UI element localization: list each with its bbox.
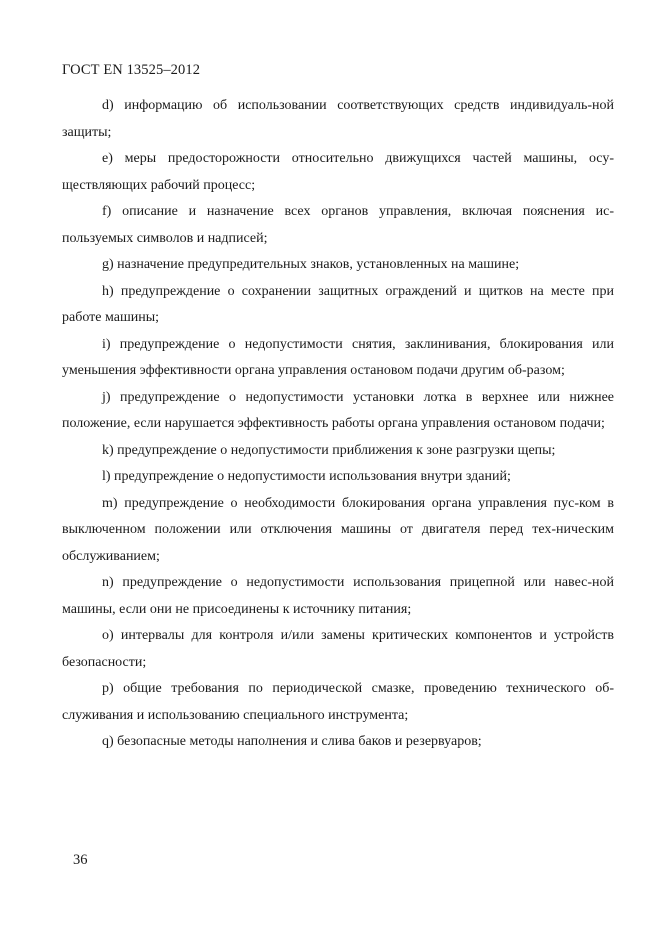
- standard-header: ГОСТ EN 13525–2012: [62, 62, 201, 78]
- list-item-p: p) общие требования по периодической смазке, проведению технического об-служивания и использованию специального инструмента;: [62, 681, 614, 723]
- list-item-f: f) описание и назначение всех органов управления, включая пояснения ис-пользуемых символов и надписей;: [62, 204, 614, 246]
- list-item-e: e) меры предосторожности относительно движущихся частей машины, осу-ществляющих рабочий процесс;: [62, 151, 614, 193]
- list-item-j: j) предупреждение о недопустимости установки лотка в верхнее или нижнее положение, если нарушается эффективность работы органа управления остановом подачи;: [62, 389, 614, 431]
- list-item-h: h) предупреждение о сохранении защитных ограждений и щитков на месте при работе машины;: [62, 283, 614, 325]
- list-item-n: n) предупреждение о недопустимости использования прицепной или навес-ной машины, если они не присоединены к источнику питания;: [62, 575, 614, 617]
- list-item-k: k) предупреждение о недопустимости приближения к зоне разгрузки щепы;: [102, 442, 556, 458]
- page-number: 36: [73, 852, 88, 868]
- list-item-l: l) предупреждение о недопустимости использования внутри зданий;: [102, 469, 511, 484]
- list-item-d: d) информацию об использовании соответствующих средств индивидуаль-ной защиты;: [62, 98, 614, 140]
- requirements-list: [62, 93, 614, 756]
- list-item-g: g) назначение предупредительных знаков, установленных на машине;: [102, 257, 520, 272]
- list-item-q: q) безопасные методы наполнения и слива баков и резервуаров;: [102, 734, 482, 749]
- list-item-i: i) предупреждение о недопустимости снятия, заклинивания, блокирования или уменьшения эффективности органа управления остановом подачи другим об-разом;: [62, 336, 614, 378]
- list-item-m: m) предупреждение о необходимости блокирования органа управления пус-ком в выключенном положении или отключения машины от двигателя перед тех-ническим обслуживанием;: [62, 495, 614, 564]
- list-item-o: o) интервалы для контроля и/или замены критических компонентов и устройств безопасности;: [62, 628, 614, 670]
